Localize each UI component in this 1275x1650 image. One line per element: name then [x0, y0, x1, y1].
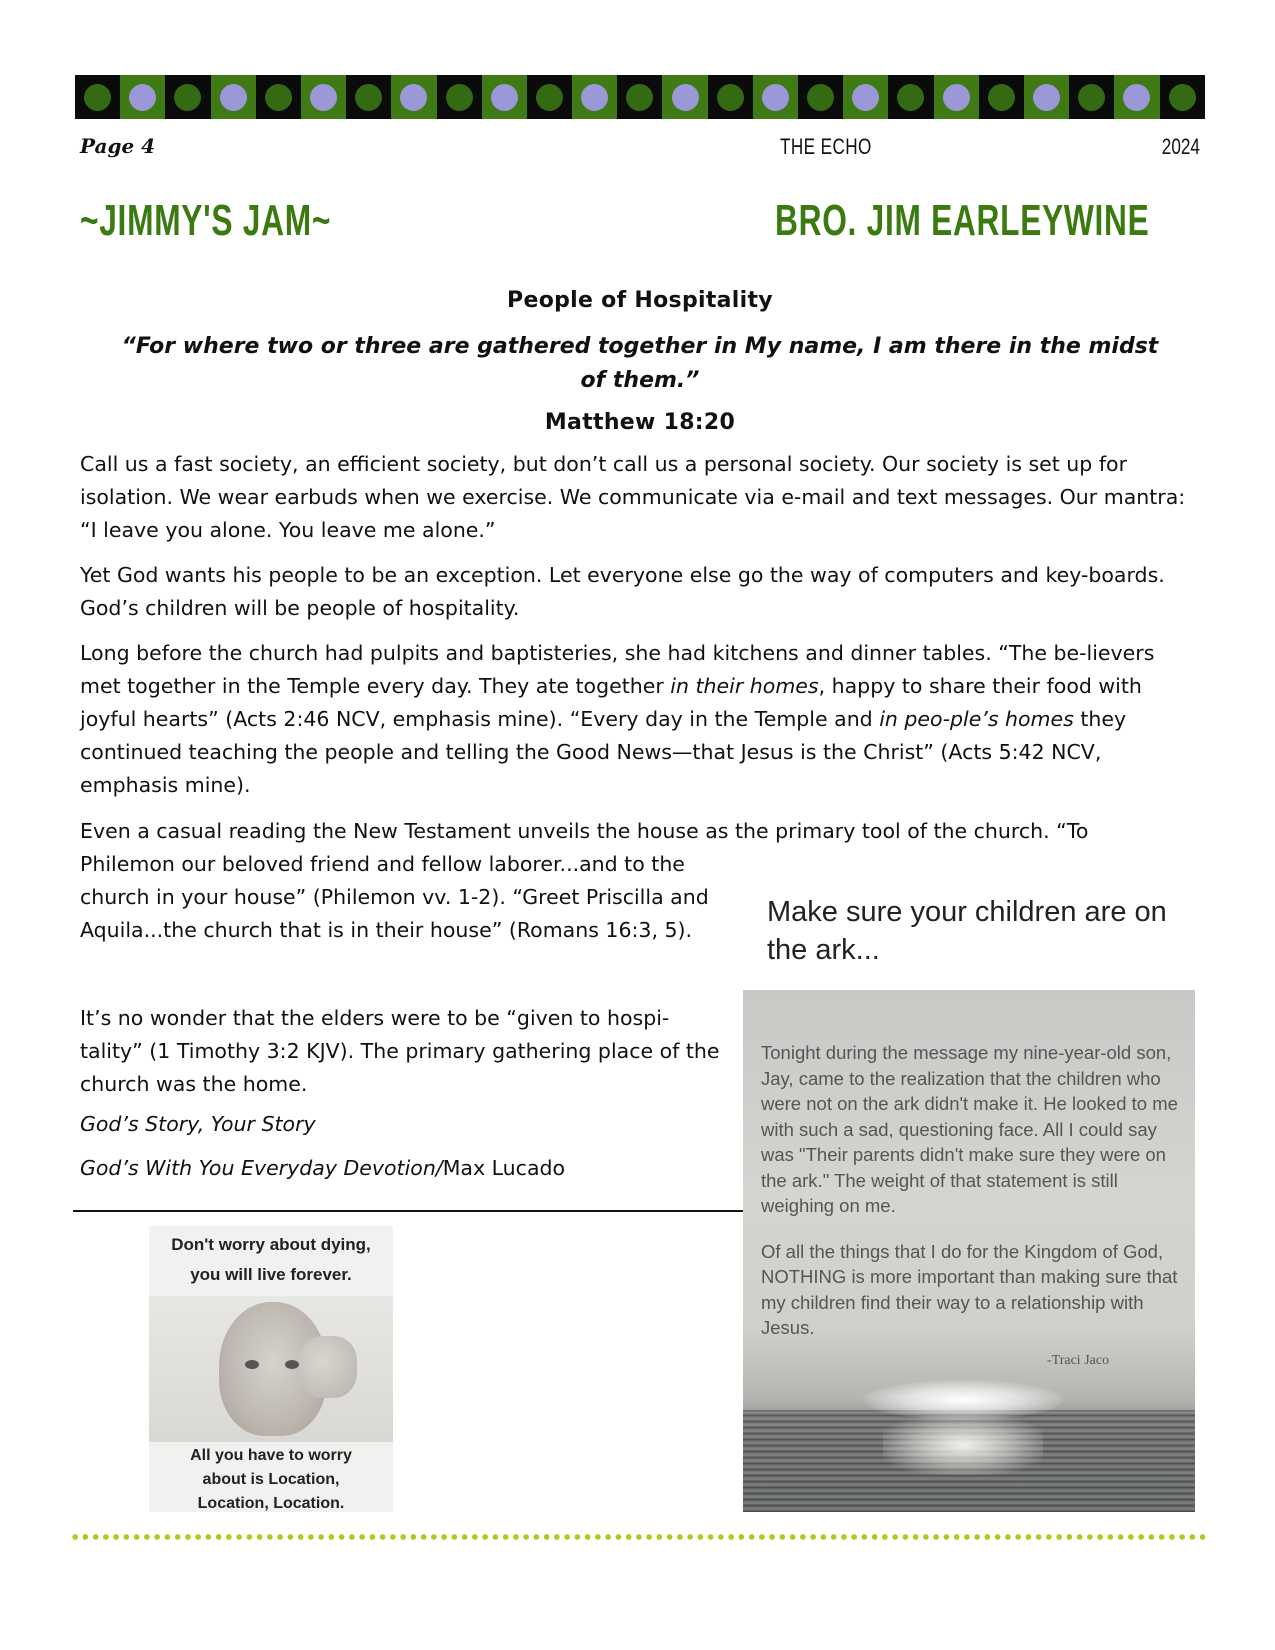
- border-dot: [446, 84, 473, 111]
- border-dot: [807, 84, 834, 111]
- border-cell: [437, 75, 482, 119]
- paragraph-4-line-1: Even a casual reading the New Testament unveils the house as the primary tool of the church. “To: [80, 819, 1089, 843]
- border-cell: [934, 75, 979, 119]
- pointing-hand-graphic: [299, 1336, 357, 1398]
- ark-image-heading: Make sure your children are on the ark...: [743, 885, 1183, 985]
- ark-image-author: -Traci Jaco: [1047, 1353, 1110, 1368]
- border-dot: [536, 84, 563, 111]
- border-cell: [617, 75, 662, 119]
- border-cell: [256, 75, 301, 119]
- source-book: God’s Story, Your Story: [80, 1112, 316, 1136]
- border-cell: [753, 75, 798, 119]
- border-dot: [581, 84, 608, 111]
- border-dot: [491, 84, 518, 111]
- water-glitter-graphic: [883, 1415, 1043, 1475]
- border-cell: [979, 75, 1024, 119]
- ark-image: [743, 990, 1195, 1512]
- scripture-reference: Matthew 18:20: [544, 410, 736, 435]
- child-image-top-line-2: you will live forever.: [190, 1265, 352, 1284]
- border-cell: [843, 75, 888, 119]
- paragraph-3: [80, 637, 1200, 802]
- child-image-bottom-line-1: All you have to worry: [190, 1447, 352, 1464]
- border-dot: [1169, 84, 1196, 111]
- border-cell: [165, 75, 210, 119]
- border-dot: [672, 84, 699, 111]
- border-dot: [400, 84, 427, 111]
- border-cell: [1069, 75, 1114, 119]
- border-cell: [572, 75, 617, 119]
- paragraph-3-emphasis-2: in peo-ple’s homes: [879, 707, 1074, 731]
- child-photo: [149, 1296, 393, 1442]
- top-decorative-border: [75, 75, 1205, 119]
- source-devotion-title: God’s With You Everyday Devotion/: [80, 1156, 443, 1180]
- source-devotion: [80, 1156, 565, 1180]
- border-dot: [84, 84, 111, 111]
- border-cell: [120, 75, 165, 119]
- border-cell: [527, 75, 572, 119]
- border-dot: [1078, 84, 1105, 111]
- child-image-top-caption: [149, 1226, 393, 1290]
- border-cell: [211, 75, 256, 119]
- scripture-verse: “For where two or three are gathered together in My name, I am there in the midst of them.”: [121, 334, 1159, 393]
- border-dot: [355, 84, 382, 111]
- border-cell: [1114, 75, 1159, 119]
- border-cell: [346, 75, 391, 119]
- paragraph-3-text-c: they continued teaching the people and telling the Good News—that Jesus is the Christ” (Acts 5:42 NCV, emphasis mine).: [80, 707, 1127, 797]
- border-dot: [1033, 84, 1060, 111]
- ark-image-paragraph-2: Of all the things that I do for the Kingdom of God, NOTHING is more important than making sure that my children find their way to a relationship with Jesus.: [761, 1240, 1178, 1338]
- border-cell: [888, 75, 933, 119]
- paragraph-3-text-a: Long before the church had pulpits and baptisteries, she had kitchens and dinner tables. “The be-lievers met together in the Temple every day. They ate together: [80, 641, 1155, 698]
- child-image-bottom-caption: [149, 1444, 393, 1512]
- paragraph-3-text-b: , happy to share their food with joyful hearts” (Acts 2:46 NCV, emphasis mine). “Every day in the Temple and: [80, 674, 1142, 731]
- article-heading: People of Hospitality: [507, 288, 773, 313]
- paragraph-2: Yet God wants his people to be an exception. Let everyone else go the way of computers and key-boards. God’s children will be people of hospitality.: [80, 563, 1165, 620]
- border-cell: [482, 75, 527, 119]
- border-dot: [626, 84, 653, 111]
- border-cell: [708, 75, 753, 119]
- border-cell: [301, 75, 346, 119]
- page-number: Page 4: [80, 134, 156, 158]
- child-image-bottom-line-3: Location, Location.: [197, 1495, 345, 1512]
- paragraph-4-rest: Philemon our beloved friend and fellow laborer...and to the church in your house” (Philemon vv. 1-2). “Greet Priscilla and Aquila...the church that is in their house” (Romans 16:3, 5).: [80, 852, 709, 942]
- child-image-bottom-line-2: about is Location,: [202, 1471, 340, 1488]
- child-image: [149, 1226, 393, 1512]
- child-image-top-line-1: Don't worry about dying,: [171, 1235, 371, 1254]
- border-dot: [717, 84, 744, 111]
- border-dot: [310, 84, 337, 111]
- border-cell: [391, 75, 436, 119]
- bottom-decorative-border: [70, 1532, 1205, 1542]
- sun-reflection-graphic: [863, 1380, 1063, 1420]
- child-right-eye-graphic: [285, 1360, 299, 1369]
- paragraph-3-emphasis-1: in their homes: [670, 674, 819, 698]
- section-divider: [73, 1210, 793, 1212]
- border-dot: [220, 84, 247, 111]
- source-devotion-author: Max Lucado: [442, 1156, 566, 1180]
- paragraph-5: It’s no wonder that the elders were to be “given to hospi-tality” (1 Timothy 3:2 KJV). The primary gathering place of the church was the home.: [80, 1006, 720, 1096]
- author-title: BRO. JIM EARLEYWINE: [775, 196, 1150, 245]
- border-dot: [852, 84, 879, 111]
- border-dot: [943, 84, 970, 111]
- ark-image-text: [761, 1040, 1186, 1368]
- border-dot: [988, 84, 1015, 111]
- border-cell: [798, 75, 843, 119]
- border-cell: [75, 75, 120, 119]
- border-cell: [1160, 75, 1205, 119]
- child-left-eye-graphic: [245, 1360, 259, 1369]
- border-dot: [265, 84, 292, 111]
- column-title: ~JIMMY'S JAM~: [80, 196, 332, 245]
- ark-image-paragraph-1: Tonight during the message my nine-year-old son, Jay, came to the realization that the children who were not on the ark didn't make it. He looked to me with such a sad, questioning face. All I could say was "Their parents didn't make sure they were on the ark." The weight of that statement is still weighing on me.: [761, 1042, 1178, 1216]
- border-cell: [1024, 75, 1069, 119]
- publication-year: 2024: [1161, 134, 1200, 159]
- border-dot: [1123, 84, 1150, 111]
- publication-name: THE ECHO: [780, 134, 872, 159]
- border-dot: [174, 84, 201, 111]
- border-dot: [129, 84, 156, 111]
- border-dot: [897, 84, 924, 111]
- border-cell: [662, 75, 707, 119]
- paragraph-1: Call us a fast society, an efficient society, but don’t call us a personal society. Our society is set up for isolation. We wear earbuds when we exercise. We communicate via e-mail and text messages. Our mantra: “I leave you alone. You leave me alone.”: [80, 452, 1186, 542]
- border-dot: [762, 84, 789, 111]
